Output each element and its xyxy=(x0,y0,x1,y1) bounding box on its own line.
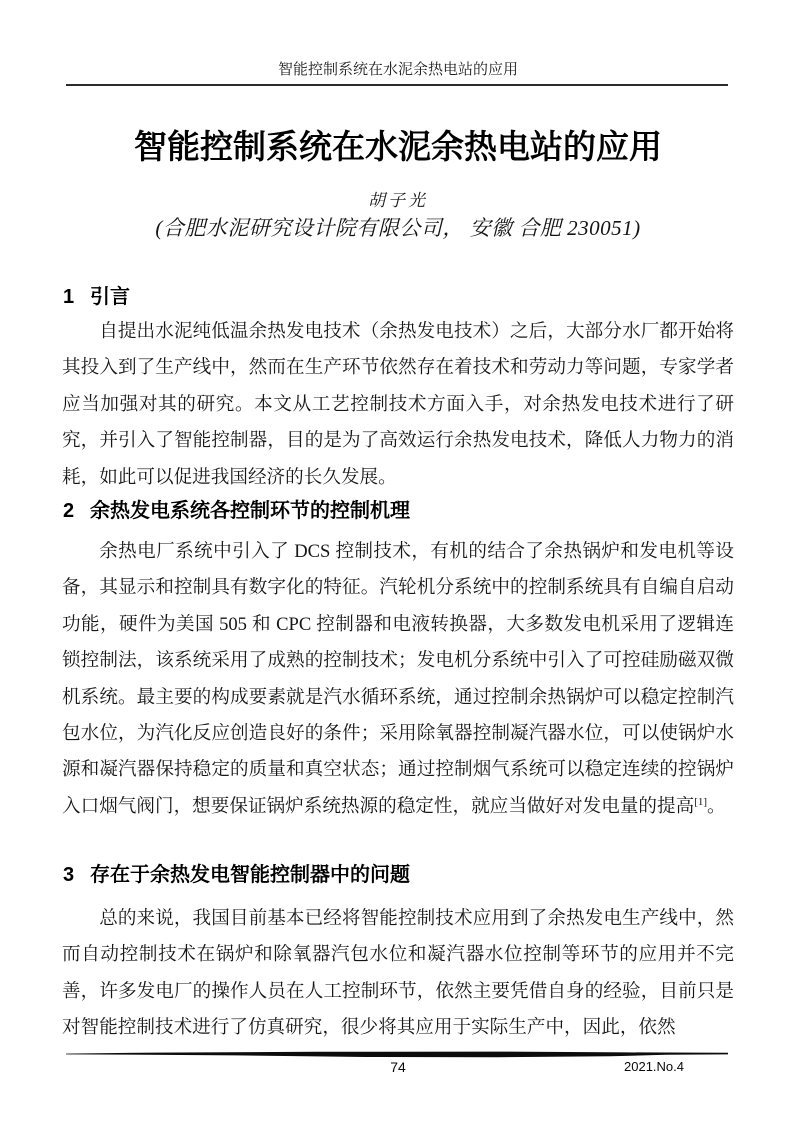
section-3-paragraph xyxy=(62,901,734,1047)
issue-label: 2021.No.4 xyxy=(624,1059,684,1074)
section-1-heading xyxy=(63,286,735,308)
section-2-heading xyxy=(63,500,735,522)
page-number: 74 xyxy=(390,1059,406,1075)
header-rule xyxy=(66,84,728,86)
section-3-title: 存在于余热发电智能控制器中的问题 xyxy=(90,864,410,886)
author-name: 胡子光 xyxy=(368,191,428,210)
section-2-paragraph-tail: 。 xyxy=(707,795,726,817)
section-3-paragraph-text: 总的来说，我国目前基本已经将智能控制技术应用到了余热发电生产线中，然而自动控制技术在锅炉和除氧器汽包水位和凝汽器水位控制等环节的应用并不完善，许多发电厂的操作人员在人工控制环节，依然主要凭借自身的经验，目前只是对智能控制技术进行了仿真研究，很少将其应用于实际生产中，因此，依然 xyxy=(62,908,734,1039)
article-title: 智能控制系统在水泥余热电站的应用 xyxy=(134,128,662,165)
section-1-paragraph-text: 自提出水泥纯低温余热发电技术（余热发电技术）之后，大部分水厂都开始将其投入到了生产线中，然而在生产环节依然存在着技术和劳动力等问题，专家学者应当加强对其的研究。本文从工艺控制技术方面入手，对余热发电技术进行了研究，并引入了智能控制器，目的是为了高效运行余热发电技术，降低人力物力的消耗，如此可以促进我国经济的长久发展。 xyxy=(62,321,734,488)
author-affiliation: (合肥水泥研究设计院有限公司， 安徽 合肥 230051) xyxy=(155,216,641,240)
running-header-title: 智能控制系统在水泥余热电站的应用 xyxy=(277,62,518,78)
section-2-title: 余热发电系统各控制环节的控制机理 xyxy=(90,500,410,522)
section-3-heading xyxy=(63,864,735,886)
section-1-number: 1 xyxy=(63,286,75,308)
section-1-paragraph xyxy=(62,314,734,496)
section-1-title: 引言 xyxy=(90,286,130,308)
section-2-number: 2 xyxy=(63,500,75,522)
section-3-number: 3 xyxy=(63,864,75,886)
section-2-paragraph xyxy=(62,534,734,825)
footer-rule xyxy=(66,1051,728,1058)
section-2-footnote-ref: [1] xyxy=(694,795,708,808)
section-2-paragraph-text: 余热电厂系统中引入了 DCS 控制技术，有机的结合了余热锅炉和发电机等设备，其显示和控制具有数字化的特征。汽轮机分系统中的控制系统具有自编自启动功能，硬件为美国 505 和 CPC 控制器和电液转换器，大多数发电机采用了逻辑连锁控制法，该系统采用了成熟的控制技术；发电机分系统中引入了可控硅励磁双微机系统。最主要的构成要素就是汽水循环系统，通过控制余热锅炉可以稳定控制汽包水位，为汽化反应创造良好的条件；采用除氧器控制凝汽器水位，可以使锅炉水源和凝汽器保持稳定的质量和真空状态；通过控制烟气系统可以稳定连续的控锅炉入口烟气阀门，想要保证锅炉系统热源的稳定性，就应当做好对发电量的提高 xyxy=(62,541,734,817)
